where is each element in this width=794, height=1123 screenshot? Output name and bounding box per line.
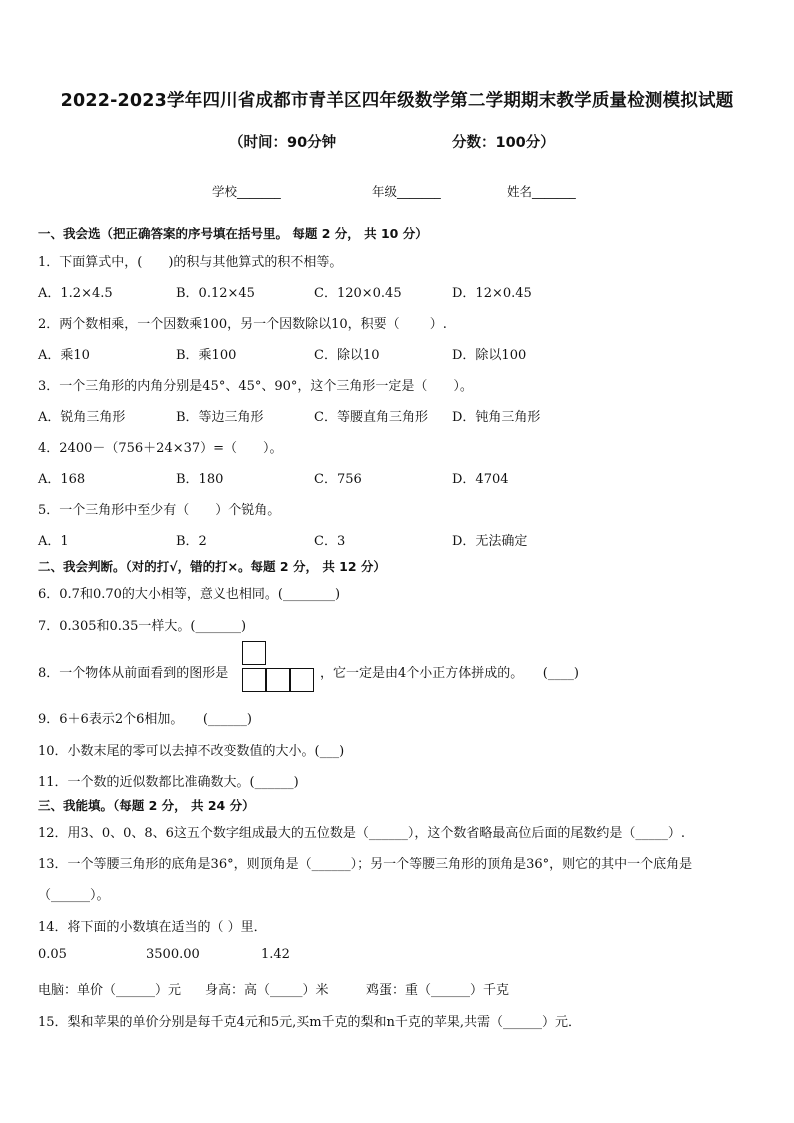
question-12: 12．用3、0、0、8、6这五个数字组成最大的五位数是（______），这个数省略最高位后面的尾数约是（_____）.: [38, 826, 686, 841]
q2-option-b: B．乘100: [176, 348, 237, 363]
figure-square-bottom-1: [242, 668, 266, 692]
q2-option-c: C．除以10: [314, 348, 380, 363]
q14-number-2: 3500.00: [146, 947, 200, 962]
q14-height: 身高：高（_____）米: [205, 983, 329, 998]
q5-option-a: A．1: [38, 534, 69, 549]
q1-option-d: D．12×0.45: [452, 286, 532, 301]
q2-option-a: A．乘10: [38, 348, 90, 363]
q1-option-c: C．120×0.45: [314, 286, 402, 301]
q5-option-d: D．无法确定: [452, 534, 528, 549]
question-4: 4．2400－（756＋24×37）=（ ）。: [38, 441, 283, 456]
question-13-line-2: （______）。: [38, 888, 110, 903]
q14-number-3: 1.42: [261, 947, 290, 962]
q14-computer-price: 电脑：单价（______）元: [38, 983, 182, 998]
section-heading-3: 三、我能填。（每题 2 分， 共 24 分）: [38, 798, 255, 813]
q3-option-c: C．等腰直角三角形: [314, 410, 428, 425]
q3-option-a: A．锐角三角形: [38, 410, 126, 425]
section-heading-2: 二、我会判断。（对的打√，错的打×。每题 2 分， 共 12 分）: [38, 559, 386, 574]
school-field: 学校_______: [212, 184, 281, 199]
section-heading-1: 一、我会选（把正确答案的序号填在括号里。 每题 2 分， 共 10 分）: [38, 226, 428, 241]
question-9: 9．6＋6表示2个6相加。 (______): [38, 712, 252, 727]
q3-option-d: D．钝角三角形: [452, 410, 541, 425]
question-1: 1．下面算式中，( )的积与其他算式的积不相等。: [38, 255, 343, 270]
question-3: 3．一个三角形的内角分别是45°、45°、90°，这个三角形一定是（ ）。: [38, 379, 473, 394]
figure-square-top: [242, 641, 266, 665]
front-view-figure: [242, 641, 319, 693]
q4-option-d: D．4704: [452, 472, 509, 487]
q1-option-b: B．0.12×45: [176, 286, 255, 301]
question-15: 15．梨和苹果的单价分别是每千克4元和5元,买m千克的梨和n千克的苹果,共需（______）元．: [38, 1015, 582, 1030]
question-8-part-1: 8．一个物体从前面看到的图形是: [38, 666, 229, 681]
figure-square-bottom-2: [266, 668, 290, 692]
name-field: 姓名_______: [507, 184, 576, 199]
q5-option-c: C．3: [314, 534, 346, 549]
exam-time: （时间：90分钟: [229, 135, 337, 151]
q3-option-b: B．等边三角形: [176, 410, 264, 425]
grade-field: 年级_______: [372, 184, 441, 199]
exam-score: 分数：100分）: [452, 135, 555, 151]
q14-number-1: 0.05: [38, 947, 67, 962]
q2-option-d: D．除以100: [452, 348, 527, 363]
q4-option-b: B．180: [176, 472, 224, 487]
question-2: 2．两个数相乘，一个因数乘100，另一个因数除以10，积要（ ）.: [38, 317, 447, 332]
question-7: 7．0.305和0.35一样大。(_______): [38, 619, 247, 634]
question-8-part-2: ，它一定是由4个小正方体拼成的。 (____): [320, 666, 579, 681]
question-10: 10．小数末尾的零可以去掉不改变数值的大小。(___): [38, 744, 345, 759]
question-6: 6．0.7和0.70的大小相等，意义也相同。(________): [38, 587, 341, 602]
figure-square-bottom-3: [290, 668, 314, 692]
q4-option-a: A．168: [38, 472, 86, 487]
question-13-line-1: 13．一个等腰三角形的底角是36°，则顶角是（______）；另一个等腰三角形的顶角是36°，则它的其中一个底角是: [38, 857, 693, 872]
question-5: 5．一个三角形中至少有（ ）个锐角。: [38, 503, 281, 518]
q5-option-b: B．2: [176, 534, 207, 549]
page-title: 2022-2023学年四川省成都市青羊区四年级数学第二学期期末教学质量检测模拟试题: [60, 91, 734, 111]
q1-option-a: A．1.2×4.5: [38, 286, 113, 301]
q4-option-c: C．756: [314, 472, 362, 487]
question-11: 11．一个数的近似数都比准确数大。(______): [38, 775, 299, 790]
question-14: 14．将下面的小数填在适当的（ ）里．: [38, 920, 267, 935]
q14-egg-weight: 鸡蛋：重（______）千克: [366, 983, 510, 998]
